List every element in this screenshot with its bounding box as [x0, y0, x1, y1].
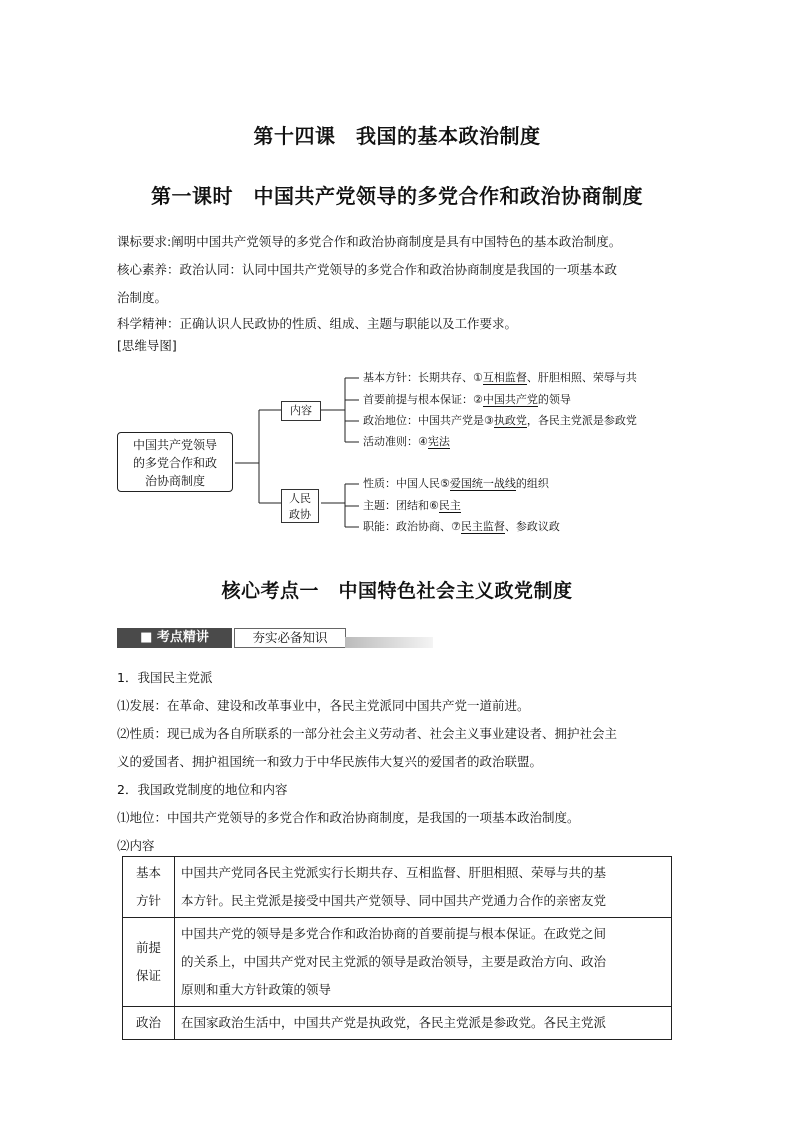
cppcc-leaves: [345, 484, 359, 527]
header-line: 保证: [135, 968, 161, 983]
item-text: 性质：中国人民⑤: [363, 477, 450, 490]
heading-democratic-parties: 1．我国民主党派: [117, 670, 213, 685]
item-answer: 宪法: [427, 435, 450, 448]
requirement-line: [117, 228, 687, 256]
banner-fade-bar: [345, 637, 433, 648]
core-literacy-text: 政治认同：认同中国共产党领导的多党合作和政治协商制度是我国的一项基本政: [179, 262, 618, 277]
requirement-label: 课标要求:: [117, 234, 172, 249]
banner-light-tab: 夯实必备知识: [234, 628, 346, 648]
section-title: 第一课时 中国共产党领导的多党合作和政治协商制度: [151, 184, 643, 208]
core-literacy-label: 核心素养：: [117, 262, 180, 277]
cppcc-item: [363, 477, 549, 491]
item-text: 、参政议政: [504, 520, 560, 533]
cell-line: 原则和重大方针政策的领导: [181, 982, 332, 997]
content-leaves: [345, 378, 359, 442]
row-header: [123, 1007, 175, 1040]
section-banner: [117, 628, 433, 648]
header-line: 前提: [135, 940, 161, 955]
root-line: 中国共产党领导: [132, 438, 217, 452]
banner-dark-tab: ■ 考点精讲: [117, 628, 232, 648]
root-line: 治协商制度: [144, 474, 205, 488]
item-text: 的组织: [515, 477, 549, 490]
item-text: 的领导: [537, 393, 571, 406]
row-cell: [175, 918, 672, 1007]
item-answer: 执政党: [493, 414, 527, 427]
paragraph-nature: ⑵性质：现已成为各自所联系的一部分社会主义劳动者、社会主义事业建设者、拥护社会主: [117, 726, 618, 741]
header-line: 方针: [135, 893, 161, 908]
content-table: [122, 856, 672, 1040]
mind-map: [117, 365, 697, 545]
row-cell: [175, 857, 672, 918]
paragraph-development: ⑴发展：在革命、建设和改革事业中，各民主党派同中国共产党一道前进。: [117, 698, 530, 713]
body-block: [117, 664, 689, 860]
content-item: [363, 414, 637, 428]
header-line: 政治: [135, 1015, 161, 1030]
cppcc-item: [363, 520, 560, 534]
item-text: 主题：团结和⑥: [363, 499, 439, 512]
content-item: [363, 393, 571, 407]
item-answer: 中国共产党: [482, 393, 538, 406]
header-line: 基本: [135, 865, 161, 880]
item-text: 职能：政治协商、⑦: [363, 520, 461, 533]
core-point-title: 核心考点一 中国特色社会主义政党制度: [221, 580, 573, 602]
core-literacy-line: [117, 256, 687, 284]
item-text: 基本方针：长期共存、①: [363, 371, 483, 384]
item-text: ，各民主党派是参政党: [526, 414, 637, 427]
branch-line: 人民: [289, 492, 311, 505]
item-text: 首要前提与根本保证：②: [363, 393, 483, 406]
item-answer: 互相监督: [482, 371, 527, 384]
content-item: [363, 371, 637, 385]
mindmap-root: [117, 432, 233, 492]
item-answer: 民主监督: [460, 520, 505, 533]
cell-line: 的关系上，中国共产党对民主党派的领导是政治领导，主要是政治方向、政治: [181, 954, 607, 969]
cell-line: 在国家政治生活中，中国共产党是执政党，各民主党派是参政党。各民主党派: [181, 1015, 607, 1030]
mindmap-branch-content: 内容: [281, 401, 321, 421]
table-row: [123, 857, 672, 918]
core-literacy-text-cont: 治制度。: [117, 290, 168, 305]
cell-line: 中国共产党的领导是多党合作和政治协商的首要前提与根本保证。在政党之间: [181, 926, 607, 941]
row-header: [123, 857, 175, 918]
mindmap-branch-cppcc: [281, 489, 319, 523]
mindmap-label: [思维导图]: [117, 338, 177, 353]
paragraph-content-label: ⑵内容: [117, 838, 155, 853]
item-text: 活动准则：④: [363, 435, 428, 448]
table-row: [123, 1007, 672, 1040]
cell-line: 本方针。民主党派是接受中国共产党领导、同中国共产党通力合作的亲密友党: [181, 893, 607, 908]
intro-block: [117, 228, 687, 360]
paragraph-status: ⑴地位：中国共产党领导的多党合作和政治协商制度，是我国的一项基本政治制度。: [117, 810, 580, 825]
item-answer: 民主: [438, 499, 461, 512]
science-spirit-line: 科学精神：正确认识人民政协的性质、组成、主题与职能以及工作要求。: [117, 316, 518, 331]
paragraph-nature-cont: 义的爱国者、拥护祖国统一和致力于中华民族伟大复兴的爱国者的政治联盟。: [117, 754, 543, 769]
cell-line: 中国共产党同各民主党派实行长期共存、互相监督、肝胆相照、荣辱与共的基: [181, 865, 607, 880]
lesson-title: 第十四课 我国的基本政治制度: [253, 124, 541, 148]
item-text: 、肝胆相照、荣辱与共: [526, 371, 637, 384]
row-header: [123, 918, 175, 1007]
root-line: 的多党合作和政: [132, 456, 217, 470]
heading-party-system: 2．我国政党制度的地位和内容: [117, 782, 288, 797]
requirement-text: 阐明中国共产党领导的多党合作和政治协商制度是具有中国特色的基本政治制度。: [171, 234, 622, 249]
table-row: [123, 918, 672, 1007]
cppcc-item: [363, 499, 461, 513]
content-item: [363, 435, 450, 449]
item-text: 政治地位：中国共产党是③: [363, 414, 494, 427]
item-answer: 爱国统一战线: [449, 477, 516, 490]
row-cell: [175, 1007, 672, 1040]
branch-line: 政协: [289, 508, 311, 521]
